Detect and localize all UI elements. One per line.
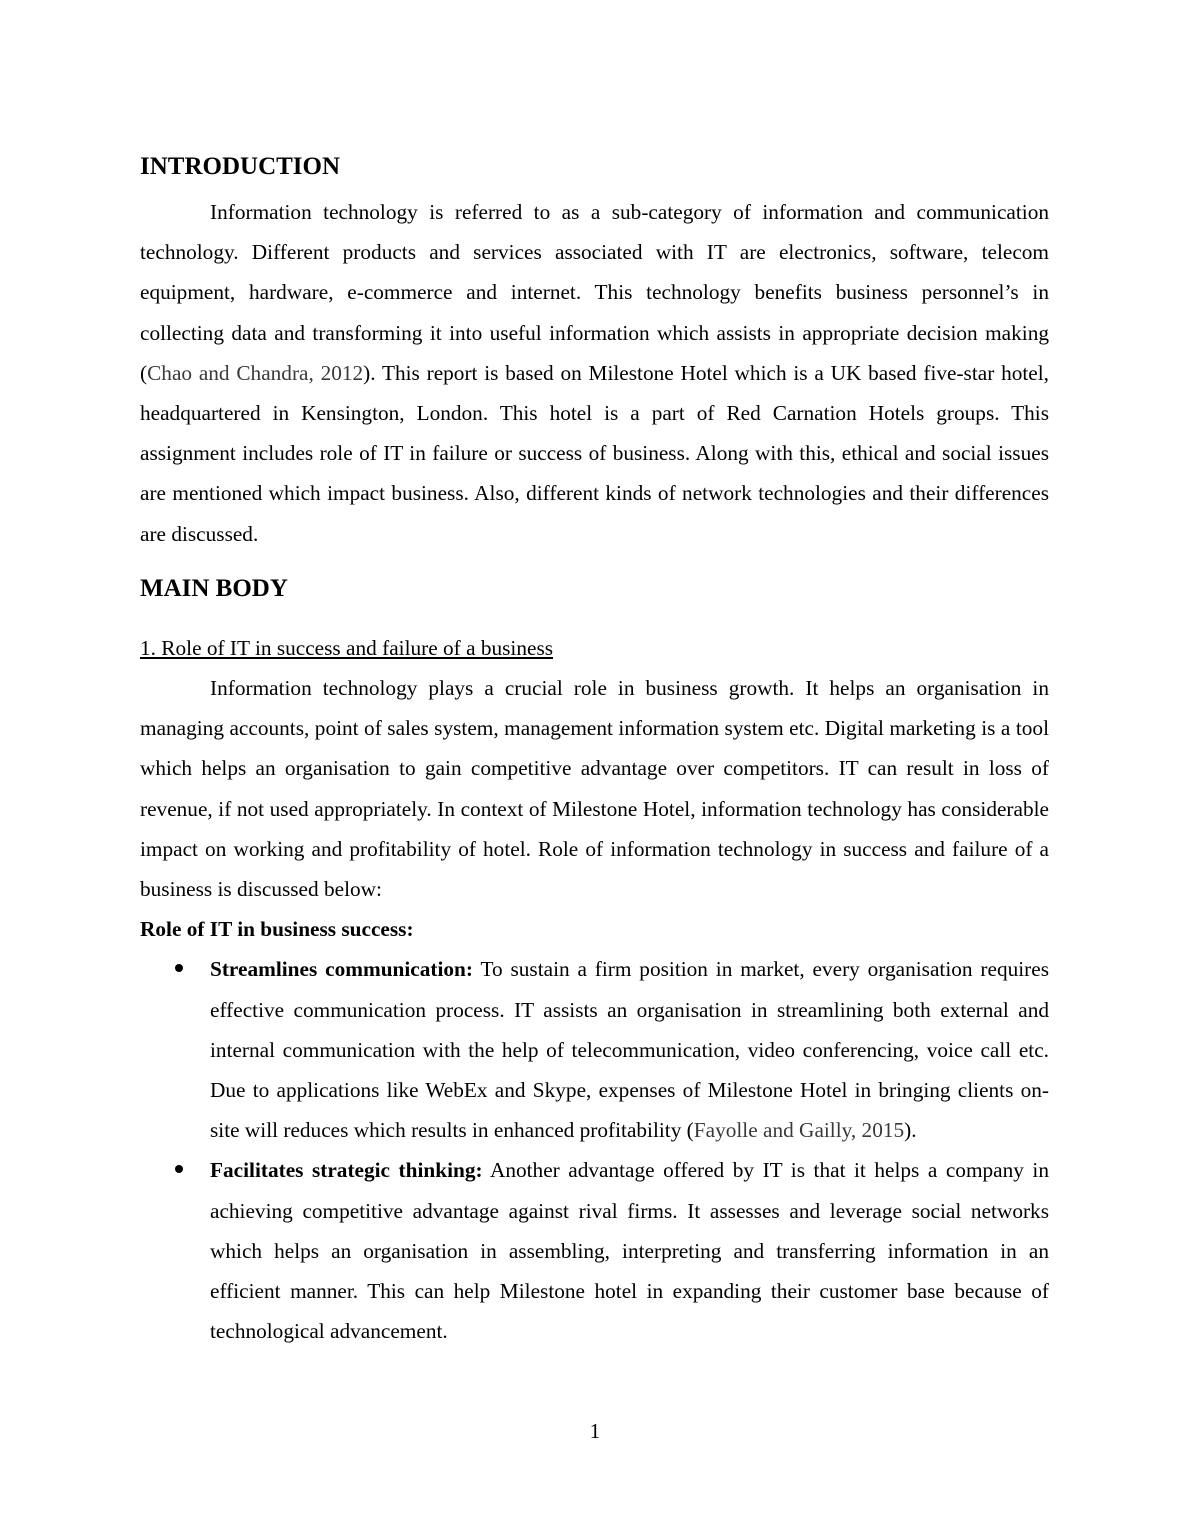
bullet-citation: Fayolle and Gailly, 2015 xyxy=(693,1118,905,1143)
bullet-item-streamlines-communication xyxy=(140,949,1049,1150)
success-bullet-list xyxy=(140,949,1049,1351)
bullet-text-a: To sustain a firm position in market, every organisation requires effective communication process. IT assists an organisation in streamlining both external and internal communication with the help of telecommunication, video conferencing, voice call etc. Due to applications like WebEx and Skype, expenses of Milestone Hotel in bringing clients on-site will reduces which results in enhanced profitability ( xyxy=(210,957,1049,1143)
introduction-paragraph xyxy=(140,192,1049,554)
bullet-icon xyxy=(175,964,183,972)
success-subheading: Role of IT in business success: xyxy=(140,917,414,942)
bullet-text-a: Another advantage offered by IT is that it helps a company in achieving competitive advantage against rival firms. It assesses and leverage social networks which helps an organisation in assembling, interpreting and transferring information in an efficient manner. This can help Milestone hotel in expanding their customer base because of technological advancement. xyxy=(210,1158,1049,1344)
page-number: 1 xyxy=(589,1419,601,1443)
section-1-title: 1. Role of IT in success and failure of a business xyxy=(140,635,554,660)
bullet-icon xyxy=(175,1165,183,1173)
main-body-heading: MAIN BODY xyxy=(140,574,288,602)
document-page xyxy=(140,150,1049,1351)
bullet-text-b: ). xyxy=(904,1118,917,1143)
section-1-paragraph: Information technology plays a crucial role in business growth. It helps an organisation in managing accounts, point of sales system, management information system etc. Digital marketing is a tool which helps an organisation to gain competitive advantage over competitors. IT can result in loss of revenue, if not used appropriately. In context of Milestone Hotel, information technology has considerable impact on working and profitability of hotel. Role of information technology in success and failure of a business is discussed below: xyxy=(140,676,1049,902)
introduction-text-b: ). This report is based on Milestone Hotel which is a UK based five-star hotel, headquartered in Kensington, London. This hotel is a part of Red Carnation Hotels groups. This assignment includes role of IT in failure or success of business. Along with this, ethical and social issues are mentioned which impact business. Also, different kinds of network technologies and their differences are discussed. xyxy=(140,360,1049,546)
introduction-text-a: Information technology is referred to as a sub-category of information and communication technology. Different products and services associated with IT are electronics, software, telecom equipment, hardware, e-commerce and internet. This technology benefits business personnel’s in collecting data and transforming it into useful information which assists in appropriate decision making ( xyxy=(140,200,1049,385)
bullet-term: Streamlines communication: xyxy=(210,957,473,982)
introduction-citation: Chao and Chandra, 2012 xyxy=(147,360,364,385)
bullet-term: Facilitates strategic thinking: xyxy=(210,1158,483,1183)
introduction-heading: INTRODUCTION xyxy=(140,153,341,180)
bullet-item-facilitates-strategic-thinking xyxy=(140,1150,1049,1351)
